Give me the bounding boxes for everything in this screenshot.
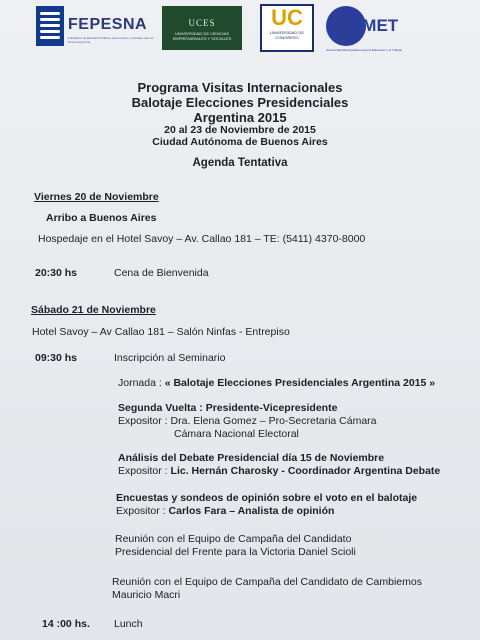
- session3-expositor-label: Expositor :: [116, 505, 169, 517]
- logo-bar: [0, 0, 480, 60]
- agenda-heading: Agenda Tentativa: [192, 157, 288, 169]
- registration-time: 09:30 hs: [35, 352, 78, 364]
- session2-title: Análisis del Debate Presidencial día 15 de Noviembre: [118, 452, 385, 464]
- session3-title: Encuestas y sondeos de opinión sobre el voto en el balotaje: [116, 492, 418, 504]
- umet-subtitle: Universidad Metropolitana para la Educación y el Trabajo: [326, 48, 403, 52]
- lunch-time: 14 :00 hs.: [42, 618, 90, 630]
- uc-logo: [260, 4, 314, 52]
- jornada-line: [118, 377, 435, 389]
- uces-subtitle: UNIVERSIDAD DE CIENCIAS EMPRESARIALES Y SOCIALES: [172, 31, 232, 41]
- program-dates: 20 al 23 de Noviembre de 2015: [164, 124, 316, 136]
- session2-expositor: Lic. Hernán Charosky - Coordinador Argentina Debate: [170, 465, 441, 477]
- fepesna-logo: [36, 6, 158, 50]
- friday-heading: Viernes 20 de Noviembre: [34, 191, 159, 203]
- jornada-title: « Balotaje Elecciones Presidenciales Argentina 2015 »: [164, 377, 436, 389]
- arrival-item: Arribo a Buenos Aires: [46, 212, 157, 224]
- meeting2-line1: Reunión con el Equipo de Campaña del Candidato de Cambiemos: [112, 576, 422, 588]
- fepesna-name: FEPESNA: [68, 16, 148, 33]
- jornada-label: Jornada :: [118, 377, 165, 389]
- uces-name: UCES: [188, 18, 216, 28]
- session3-expositor-line: [116, 505, 334, 517]
- fepesna-mark-icon: [36, 6, 64, 46]
- program-title: Programa Visitas Internacionales: [137, 80, 343, 95]
- program-city: Ciudad Autónoma de Buenos Aires: [152, 136, 328, 148]
- meeting2-line2: Mauricio Macri: [112, 589, 181, 601]
- uces-logo: [162, 6, 242, 50]
- dinner-item: Cena de Bienvenida: [114, 267, 209, 279]
- session1-title: Segunda Vuelta : Presidente-Vicepresidente: [118, 402, 338, 414]
- registration-item: Inscripción al Seminario: [114, 352, 226, 364]
- session1-expositor-org: Cámara Nacional Electoral: [174, 428, 299, 440]
- session2-expositor-label: Expositor :: [118, 465, 171, 477]
- lodging-item: Hospedaje en el Hotel Savoy – Av. Callao 181 – TE: (5411) 4370-8000: [38, 233, 366, 245]
- session1-expositor: Expositor : Dra. Elena Gomez – Pro-Secretaria Cámara: [118, 415, 377, 427]
- program-subtitle: Balotaje Elecciones Presidenciales: [131, 95, 349, 110]
- saturday-heading: Sábado 21 de Noviembre: [31, 304, 156, 316]
- program-year: Argentina 2015: [193, 110, 287, 125]
- meeting1-line1: Reunión con el Equipo de Campaña del Candidato: [115, 533, 352, 545]
- saturday-venue: Hotel Savoy – Av Callao 181 – Salón Ninfas - Entrepiso: [32, 326, 290, 338]
- fepesna-subtitle: Fundación de Estudios Políticos, Económicos y Sociales para la Nueva Argentina: [68, 36, 154, 44]
- dinner-time: 20:30 hs: [35, 267, 78, 279]
- uc-name: UC: [271, 5, 303, 30]
- session2-expositor-line: [118, 465, 440, 477]
- lunch-item: Lunch: [114, 618, 143, 630]
- umet-logo: [326, 6, 426, 50]
- meeting1-line2: Presidencial del Frente para la Victoria Daniel Scioli: [115, 546, 356, 558]
- uc-subtitle: UNIVERSIDAD DE CONGRESO: [269, 30, 304, 40]
- umet-name: UMET: [350, 16, 399, 35]
- session3-expositor: Carlos Fara – Analista de opinión: [168, 505, 335, 517]
